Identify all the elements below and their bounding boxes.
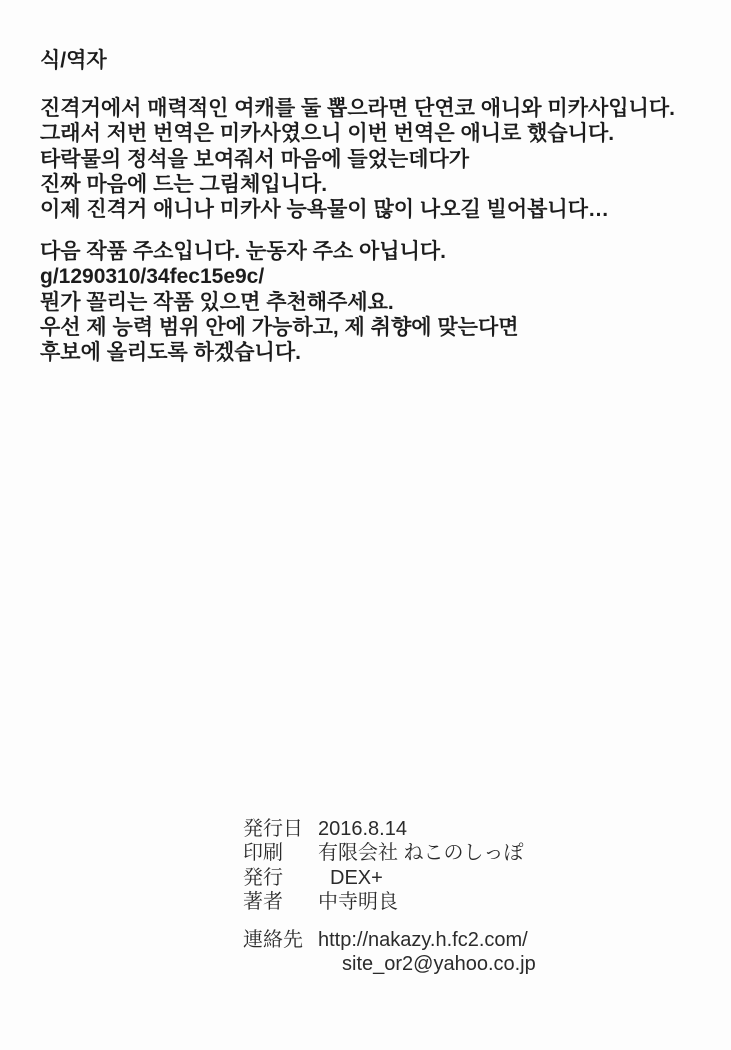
contact-url: http://nakazy.h.fc2.com/ bbox=[318, 929, 528, 952]
contact-row bbox=[243, 928, 536, 952]
publisher-value: DEX+ bbox=[330, 866, 383, 889]
text-line: 뭔가 꼴리는 작품 있으면 추천해주세요. bbox=[40, 290, 394, 314]
text-line: 진짜 마음에 드는 그림체입니다. bbox=[40, 172, 328, 196]
contact-label: 連絡先 bbox=[243, 929, 303, 952]
colophon-label: 発行 bbox=[243, 866, 283, 889]
colophon-label: 発行日 bbox=[243, 818, 303, 840]
text-line: 타락물의 정석을 보여줘서 마음에 들었는데다가 bbox=[40, 147, 470, 171]
contact-email: site_or2@yahoo.co.jp bbox=[342, 953, 536, 976]
colophon-row-printer bbox=[243, 841, 536, 865]
text-line: 후보에 올리도록 하겠습니다. bbox=[40, 341, 301, 365]
afterword-section bbox=[40, 48, 675, 365]
text-line: 진격거에서 매력적인 여캐를 둘 뽑으라면 단연코 애니와 미카사입니다. bbox=[40, 97, 675, 121]
text-line: 그래서 저번 번역은 미카사였으니 이번 번역은 애니로 했습니다. bbox=[40, 122, 615, 146]
colophon-row-publish-date bbox=[243, 817, 536, 841]
text-line: 다음 작품 주소입니다. 눈동자 주소 아닙니다. bbox=[40, 240, 446, 264]
colophon-label: 印刷 bbox=[243, 842, 283, 865]
text-line: 우선 제 능력 범위 안에 가능하고, 제 취향에 맞는다면 bbox=[40, 315, 519, 339]
author-value: 中寺明良 bbox=[318, 890, 398, 913]
afterword-paragraph-1 bbox=[40, 96, 675, 222]
colophon-section bbox=[243, 817, 536, 977]
contact-block bbox=[243, 928, 536, 977]
colophon-row-publisher bbox=[243, 866, 536, 890]
afterword-paragraph-2 bbox=[40, 239, 675, 365]
gallery-path-line: g/1290310/34fec15e9c/ bbox=[40, 265, 265, 289]
publish-date-value: 2016.8.14 bbox=[318, 818, 407, 840]
colophon-label: 著者 bbox=[243, 890, 283, 913]
afterword-title: 식/역자 bbox=[40, 49, 107, 72]
printer-value: 有限会社 ねこのしっぽ bbox=[318, 842, 524, 865]
colophon-row-author bbox=[243, 890, 536, 914]
text-line: 이제 진격거 애니나 미카사 능욕물이 많이 나오길 빌어봅니다… bbox=[40, 198, 609, 222]
